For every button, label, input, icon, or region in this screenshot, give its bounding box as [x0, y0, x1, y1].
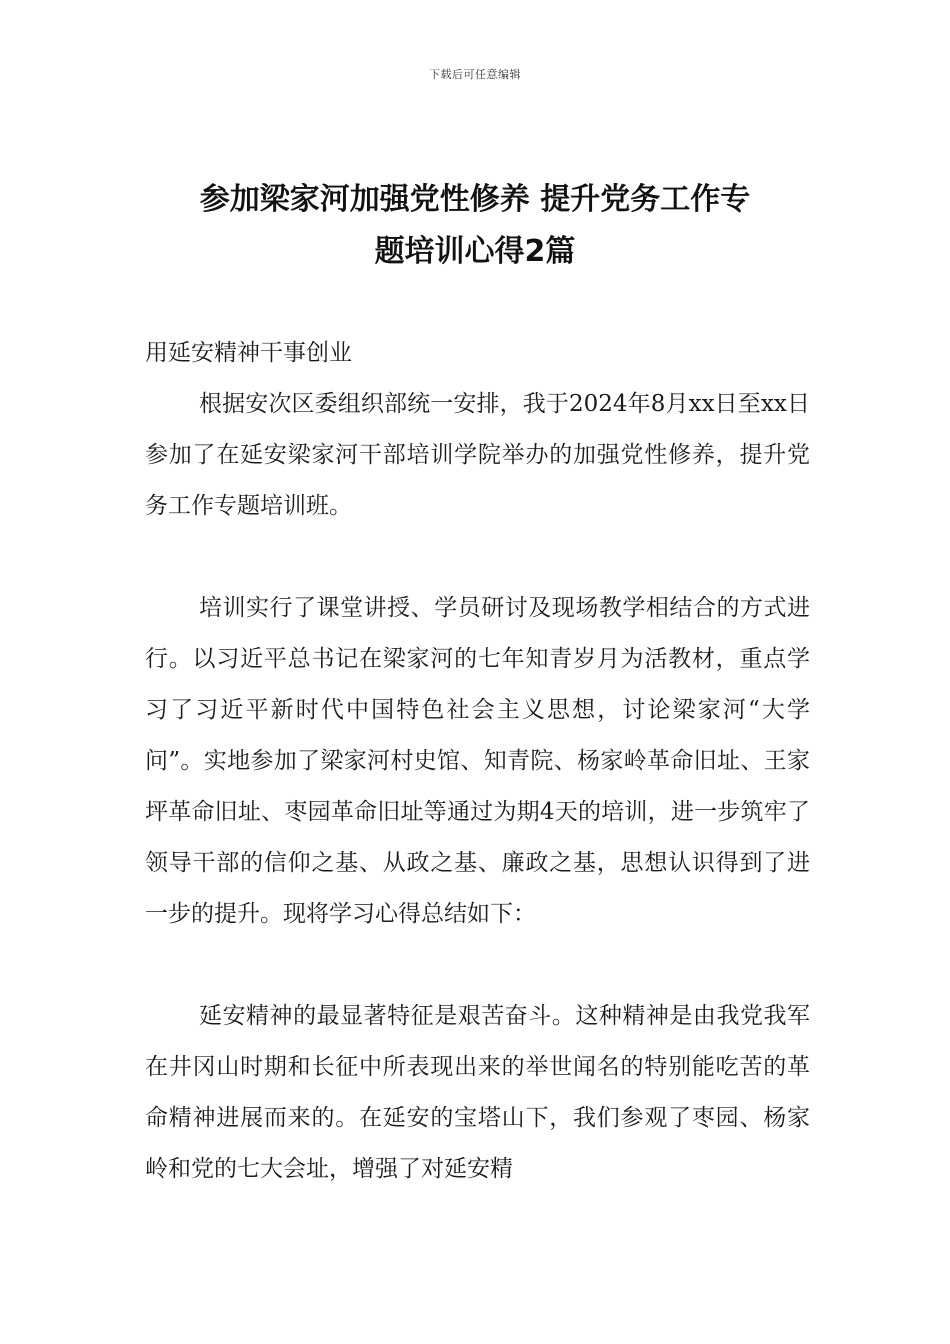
- title-line-1: 参加梁家河加强党性修养 提升党务工作专: [199, 182, 751, 217]
- paragraph-spacer: [145, 940, 810, 991]
- paragraph-spacer: [145, 532, 810, 583]
- body-paragraph: 根据安次区委组织部统一安排，我于2024年8月xx日至xx日参加了在延安梁家河干部培训学院举办的加强党性修养，提升党务工作专题培训班。: [145, 391, 810, 519]
- title-line-2: 题培训心得2篇: [374, 234, 576, 269]
- document-title: [140, 174, 810, 278]
- document-body: [145, 328, 810, 1195]
- section-subheading: 用延安精神干事创业: [145, 340, 352, 366]
- body-paragraph: 延安精神的最显著特征是艰苦奋斗。这种精神是由我党我军在井冈山时期和长征中所表现出来的举世闻名的特别能吃苦的革命精神进展而来的。在延安的宝塔山下，我们参观了枣园、杨家岭和党的七大会址，增强了对延安精: [145, 1003, 810, 1182]
- header-note: 下载后可任意编辑: [429, 68, 521, 81]
- body-paragraph: 培训实行了课堂讲授、学员研讨及现场教学相结合的方式进行。以习近平总书记在梁家河的七年知青岁月为活教材，重点学习了习近平新时代中国特色社会主义思想，讨论梁家河“大学问”。实地参加了梁家河村史馆、知青院、杨家岭革命旧址、王家坪革命旧址、枣园革命旧址等通过为期4天的培训，进一步筑牢了领导干部的信仰之基、从政之基、廉政之基，思想认识得到了进一步的提升。现将学习心得总结如下：: [145, 595, 810, 927]
